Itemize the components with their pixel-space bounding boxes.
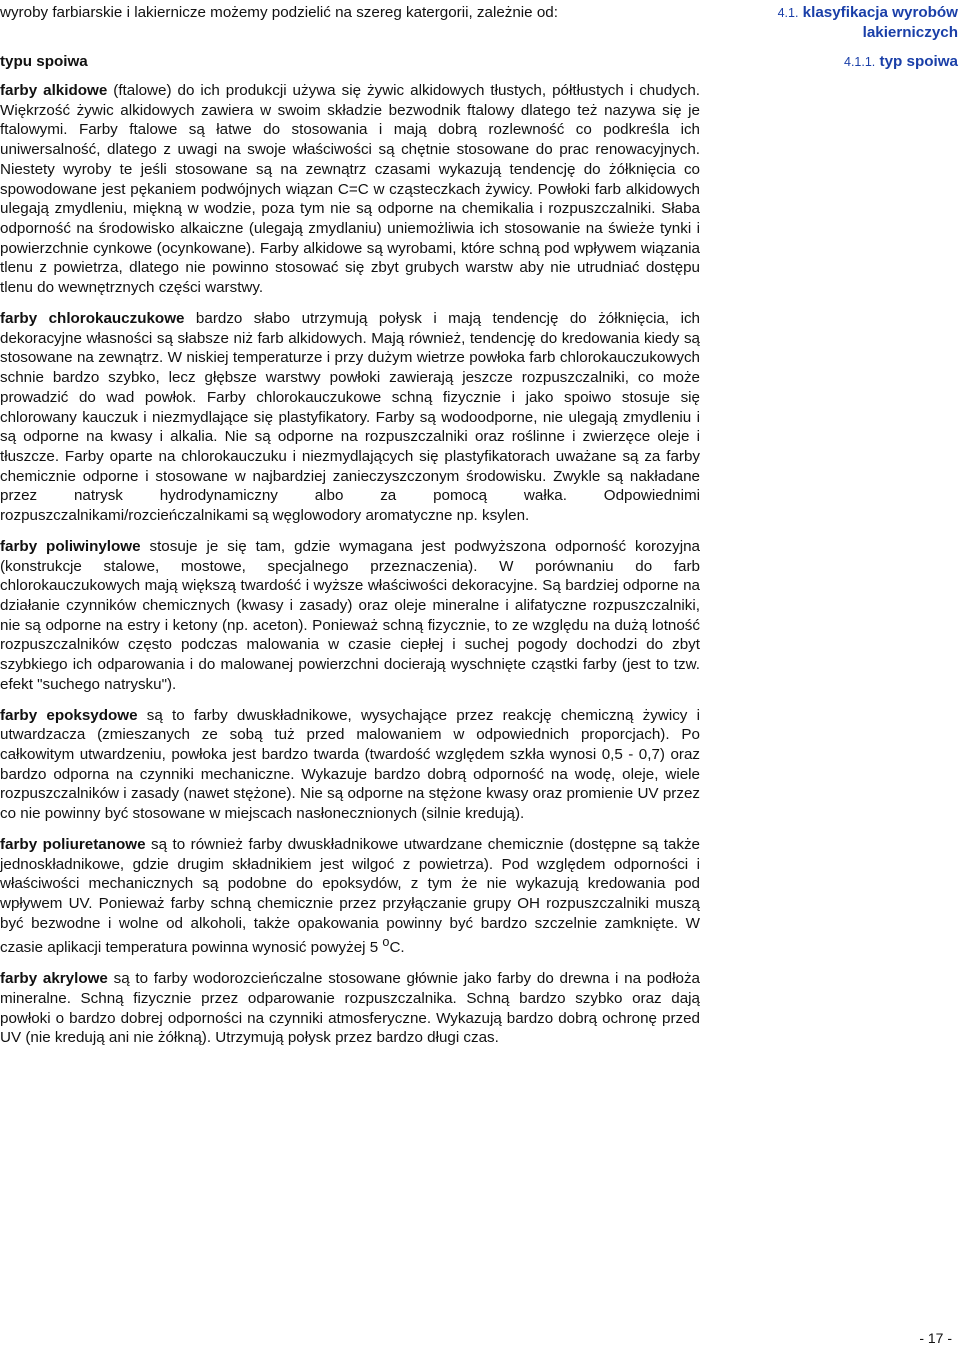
- section-number: 4.1.: [777, 6, 799, 20]
- page-number: - 17 -: [919, 1330, 952, 1346]
- category-heading: typu spoiwa: [0, 53, 88, 70]
- term-alkid: farby alkidowe: [0, 82, 108, 99]
- text-chlorokauczuk: bardzo słabo utrzymują połysk i mają tendencję do żółknięcia, ich dekoracyjne własności są słabsze niż farb alkidowych. Mają również, tendencję do kredowania kiedy są stosowane na zewnątrz. W niskiej temperaturze i przy dużym wietrze powłoka farb chlorokauczukowych schnie bardzo szybko, lecz głębsze warstwy powłoki zawierają jeszcze rozpuszczalniki, co może prowadzić do wad powłok. Farby chlorokauczukowe schną fizycznie i jako spoiwo stosuje się chlorowany kauczuk i niezmydlające się plastyfikatory. Farby są wodoodporne, nie ulegają zmydleniu i są odporne na kwasy i alkalia. Nie są odporne na rozpuszczalniki oraz roślinne i zwierzęce oleje i tłuszcze. Farby oparte na chlorokauczuku i niezmydlających się plastyfikatorach uważane są za farby chemicznie odporne i stosowane w najbardziej zanieczyszczonym środowisku. Zwykle są nakładane przez natrysk hydrodynamiczny albo za pomocą wałka. Odpowiednimi rozpuszczalnikami/rozcieńczalnikami są węglowodory aromatyczne np. ksylen.: [0, 309, 700, 525]
- term-poliuretan: farby poliuretanowe: [0, 835, 146, 853]
- subsection-heading: [844, 52, 958, 72]
- section-heading: [730, 3, 958, 42]
- term-epoksyd: farby epoksydowe: [0, 706, 138, 724]
- paragraph-alkid: [0, 81, 700, 298]
- text-poliuretan: są to również farby dwuskładnikowe utwardzane chemicznie (dostępne są także jednoskładnikowe, gdzie drugim składnikiem jest wilgoć z powietrza). Pod względem odporności i właściwości mechanicznych są podobne do epoksydów, z tym że nie wykazują kredowania pod wpływem UV. Ponieważ farby schną chemicznie przez przyłączanie grupy OH rozpuszczalniki muszą być bezwodne i wolne od alkoholi, także opakowania powinny być bardzo szczelnie zamknięte. W czasie aplikacji temperatura powinna wynosić powyżej 5: [0, 835, 701, 957]
- text-poliuretan-tail: C.: [389, 939, 405, 957]
- paragraph-akryl: [0, 969, 700, 1048]
- intro-line: wyroby farbiarskie i lakiernicze możemy podzielić na szereg katergorii, zależnie od:: [0, 4, 558, 21]
- subsection-number: 4.1.1.: [844, 55, 876, 69]
- paragraph-chlorokauczuk: [0, 309, 700, 526]
- text-akryl: są to farby wodorozcieńczalne stosowane głównie jako farby do drewna i na podłoża mineralne. Schną fizycznie przez odparowanie rozpuszczalnika. Schną bardzo szybko oraz dają powłoki o bardzo dobrej odporności na czynniki atmosferyczne. Wykazują bardzo dobrą ochronę przed UV (nie kredują ani nie żółkną). Utrzymują połysk przez bardzo długi czas.: [0, 970, 700, 1047]
- term-akryl: farby akrylowe: [0, 970, 108, 988]
- term-poliwinyl: farby poliwinylowe: [0, 537, 141, 555]
- degree-superscript: o: [382, 935, 390, 950]
- term-chlorokauczuk: farby chlorokauczukowe: [0, 309, 185, 327]
- body-text: [0, 81, 700, 1059]
- text-poliwinyl: stosuje je się tam, gdzie wymagana jest podwyższona odporność korozyjna (konstrukcje stalowe, mostowe, specjalnego przeznaczenia). W porównaniu do farb chlorokauczukowych mają większą twardość i wyższe właściwości dekoracyjne. Są bardziej odporne na działanie czynników chemicznych (kwasy i zasady) oraz oleje mineralne i alifatyczne rozpuszczalniki, nie są odporne na estry i ketony (np. aceton). Ponieważ schną fizycznie, to ze względu na dużą lotność rozpuszczalników często podczas malowania w czasie ciepłej i suchej pogody dochodzi do zbyt szybkiego ich odparowania i do malowanej powierzchni docierają wyschnięte cząstki farby (jest to tzw. efekt "suchego natrysku").: [0, 537, 700, 693]
- text-alkid: (ftalowe) do ich produkcji używa się żywic alkidowych tłustych, półtłustych i chudych. Więkrzość żywic alkidowych zawiera w swoim składzie bezwodnik ftalowy dlatego też nazywa się je ftalowymi. Farby ftalowe są łatwe do stosowania i mają dobrą rozlewność co podkreśla ich uniwersalność, dlatego z uwagi na swoje właściwości są chętnie stosowane do prac renowacyjnych. Niestety wyroby te jeśli stosowane są na zewnątrz czasami wykazują tendencję do żółknięcia co spowodowane jest pękaniem podwójnych wiązan C=C w cząsteczkach żywicy. Powłoki farb alkidowych ulegają zmydleniu, miękną w wodzie, poza tym nie są odporne na chemikalia i rozpuszczalniki. Słaba odporność na środowisko alkaiczne (ulegają zmydlaniu) uniemożliwia ich stosowanie na świeże tynki i powierzchnie cynkowe (ocynkowane). Farby alkidowe są wyrobami, które schną pod wpływem wiązania tlenu z powietrza, dlatego nie powinno stosować się zbyt grubych warstw aby nie utrudniać dostępu tlenu do wewnętrznych części warstwy.: [0, 82, 700, 297]
- paragraph-poliwinyl: [0, 537, 700, 695]
- text-epoksyd: są to farby dwuskładnikowe, wysychające przez reakcję chemiczną żywicy i utwardzacza (zmieszanych ze sobą tuż przed malowaniem w odpowiednich proporcjach). Po całkowitym utwardzeniu, powłoka jest bardzo twarda (twardość względem szkła wynosi 0,5 - 0,7) oraz bardzo odporna na czynniki mechaniczne. Wykazuje bardzo dobrą odporność na wodę, oleje, wiele rozpuszczalników i zasady (nawet stężone). Nie są odporne na stężone kwasy oraz promienie UV przez co nie powinny być stosowane w miejscach nasłonecznionych (silnie kredują).: [0, 706, 701, 823]
- section-title: klasyfikacja wyrobów lakierniczych: [802, 4, 958, 41]
- paragraph-epoksyd: [0, 706, 700, 824]
- paragraph-poliuretan: [0, 835, 700, 958]
- subsection-title: typ spoiwa: [879, 53, 958, 70]
